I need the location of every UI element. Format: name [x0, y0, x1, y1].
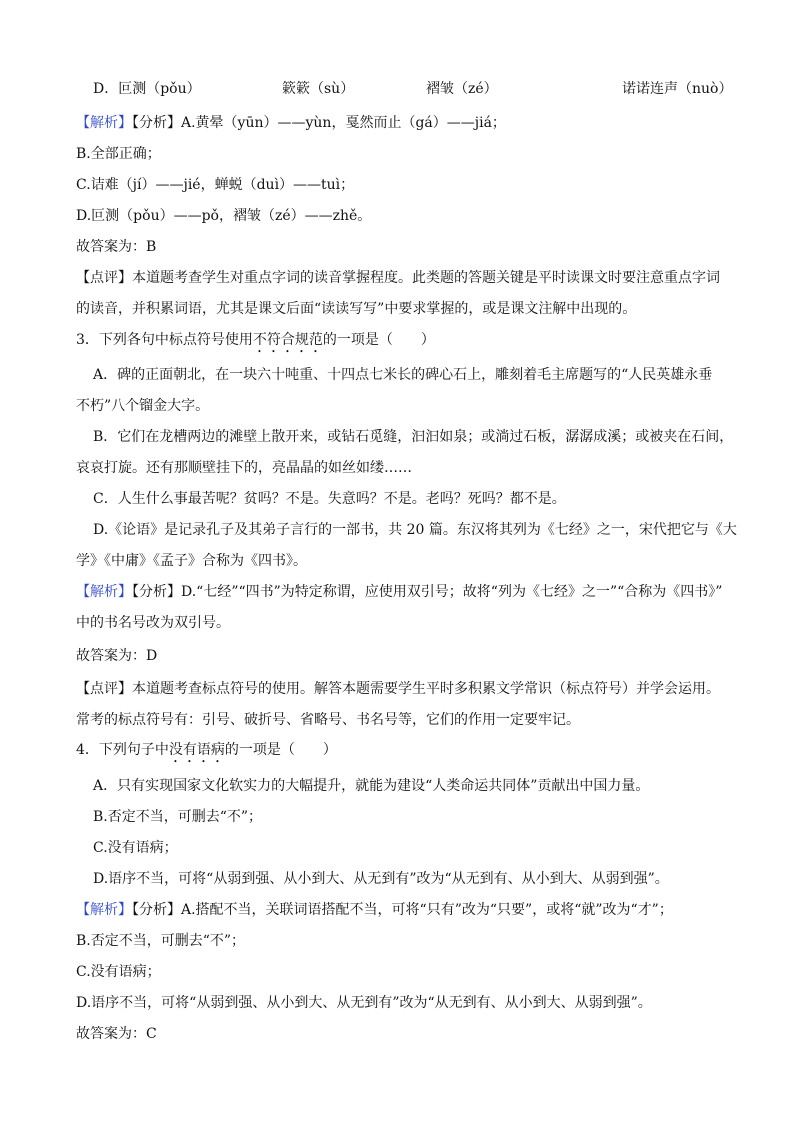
q3-option-b-1: B．它们在龙槽两边的滩壁上散开来，或钻石觅缝，汩汩如泉；或淌过石板，潺潺成溪；或被夹在石间，	[93, 429, 734, 445]
q2-comment-2: 的读音，并积累词语，尤其是课文后面“读读写写”中要求掌握的，或是课文注解中出现的。	[76, 301, 637, 317]
q4-option-d: D.语序不当，可将“从弱到强、从小到大、从无到有”改为“从无到有、从小到大、从弱到强”。	[93, 871, 669, 887]
q3-analysis-1: 【分析】D.“七经”“四书”为特定称谓，应使用双引号；故将“列为《七经》之一”“合称为《四书》”	[132, 584, 723, 600]
q4-analysis-a: 【分析】A.搭配不当，关联词语搭配不当，可将“只有”改为“只要”，或将“就”改为“才”；	[132, 902, 673, 918]
q3-comment-1: 【点评】本道题考查标点符号的使用。解答本题需要学生平时多积累文学常识（标点符号）并学会运用。	[76, 681, 720, 697]
q2-analysis-c: C.诘难（jí）——jié，蝉蜕（duì）——tuì；	[76, 177, 355, 193]
q3-option-d-1: D.《论语》是记录孔子及其弟子言行的一部书，共 20 篇。东汉将其列为《七经》之一，宋代把它与《大	[93, 522, 737, 538]
option-d-item-4: 诺诺连声（nuò）	[622, 81, 733, 97]
q4-stem	[0, 741, 794, 766]
q2-analysis-d: D.叵测（pǒu）——pǒ，褶皱（zé）——zhě。	[76, 208, 372, 224]
q2-comment-1: 【点评】本道题考查学生对重点字词的读音掌握程度。此类题的答题关键是平时读课文时要注意重点字词	[76, 270, 720, 286]
q3-option-a-2: 不朽”八个镏金大字。	[76, 398, 210, 414]
q3-analysis-2: 中的书名号改为双引号。	[76, 615, 230, 631]
jiexi-tag: 【解析】	[76, 902, 132, 918]
option-d-item-3: 褶皱（zé）	[426, 81, 498, 97]
q2-analysis-a: 【分析】A.黄晕（yūn）——yùn，戛然而止（gá）——jiá；	[132, 115, 506, 131]
q3-stem-pre: 3．下列各句中标点符号使用	[76, 332, 253, 348]
q4-option-a: A．只有实现国家文化软实力的大幅提升，就能为建设“人类命运共同体”贡献出中国力量。	[93, 778, 650, 794]
q4-analysis-d: D.语序不当，可将“从弱到强、从小到大、从无到有”改为“从无到有、从小到大、从弱到强”。	[76, 995, 652, 1011]
q2-analysis-line	[0, 114, 794, 132]
q4-analysis-c: C.没有语病；	[76, 964, 161, 980]
q3-option-d-2: 学》《中庸》《孟子》合称为《四书》。	[76, 553, 307, 569]
q2-analysis-b: B.全部正确；	[76, 146, 161, 162]
q4-analysis-line	[0, 901, 794, 919]
q3-comment-2: 常考的标点符号有：引号、破折号、省略号、书名号等，它们的作用一定要牢记。	[76, 712, 580, 728]
q3-option-c: C．人生什么事最苦呢？贫吗？不是。失意吗？不是。老吗？死吗？都不是。	[93, 491, 566, 507]
q3-stem-post: 的一项是（ ）	[322, 332, 435, 348]
q4-answer: 故答案为：C	[76, 1026, 157, 1042]
q4-option-c: C.没有语病；	[93, 840, 178, 856]
q4-stem-pre: 4．下列句子中	[76, 742, 169, 758]
jiexi-tag: 【解析】	[76, 115, 132, 131]
q4-stem-post: 的一项是（ ）	[224, 742, 337, 758]
q4-option-b: B.否定不当，可删去“不”；	[93, 809, 263, 825]
q3-option-a-1: A．碑的正面朝北，在一块六十吨重、十四点七米长的碑心石上，雕刻着毛主席题写的“人民英雄永垂	[93, 367, 713, 383]
q4-stem-emphasis: 没有语病	[168, 742, 225, 758]
option-d-item-1: D．叵测（pǒu）	[93, 81, 201, 97]
q4-analysis-b: B.否定不当，可删去“不”；	[76, 933, 246, 949]
q2-answer: 故答案为：B	[76, 239, 157, 255]
option-d-item-2: 簌簌（sù）	[282, 81, 355, 97]
q3-stem	[0, 331, 794, 356]
q3-answer: 故答案为：D	[76, 648, 158, 664]
q3-option-b-2: 哀哀打旋。还有那顺壁挂下的，亮晶晶的如丝如缕……	[76, 460, 412, 476]
q3-analysis-line	[0, 583, 794, 601]
q3-stem-emphasis: 不符合规范	[252, 332, 323, 348]
jiexi-tag: 【解析】	[76, 584, 132, 600]
